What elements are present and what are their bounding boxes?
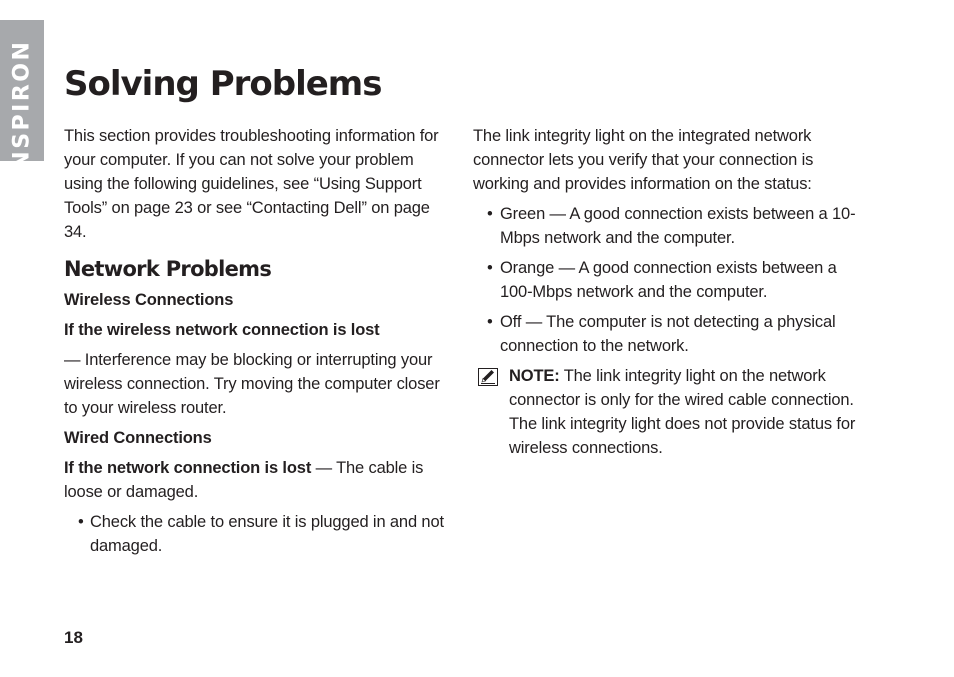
wireless-heading: Wireless Connections (64, 291, 234, 309)
bullet-dot: • (487, 205, 493, 223)
list-item (64, 510, 444, 558)
list-item (473, 310, 868, 358)
note-block (473, 364, 868, 460)
note-pencil-icon (478, 368, 498, 386)
bullet-text: Green — A good connection exists between a 10-Mbps network and the computer. (500, 205, 856, 247)
intro-paragraph: This section provides troubleshooting information for your computer. If you can not solve your problem using the following guidelines, see “Using Support Tools” on page 23 or see “Contacting Dell” on page 34. (64, 127, 439, 241)
page-number: 18 (64, 628, 83, 647)
list-item (473, 256, 868, 304)
bullet-dot: • (487, 313, 493, 331)
right-column (473, 124, 868, 460)
note-text: The link integrity light on the network connector is only for the wired cable connection. The link integrity light does not provide status for wireless connections. (509, 367, 856, 457)
bullet-text: Off — The computer is not detecting a physical connection to the network. (500, 313, 836, 355)
brand-label: INSPIRON (9, 39, 35, 181)
wired-issue-paragraph (64, 456, 444, 504)
note-label: NOTE: (509, 367, 560, 385)
bullet-text: Orange — A good connection exists between a 100-Mbps network and the computer. (500, 259, 837, 301)
wired-heading: Wired Connections (64, 429, 212, 447)
bullet-text: Check the cable to ensure it is plugged in and not damaged. (90, 513, 444, 555)
bullet-dot: • (78, 513, 84, 531)
wireless-fix: — Interference may be blocking or interrupting your wireless connection. Try moving the computer closer to your wireless router. (64, 351, 440, 417)
section-heading: Network Problems (64, 257, 272, 281)
link-light-intro: The link integrity light on the integrated network connector lets you verify that your connection is working and provides information on the status: (473, 127, 814, 193)
wired-issue-desc: — The cable is loose or damaged. (64, 459, 424, 501)
wired-issue: If the network connection is lost (64, 459, 312, 477)
wireless-issue: If the wireless network connection is lost (64, 321, 380, 339)
page-title: Solving Problems (64, 64, 382, 104)
list-item (473, 202, 868, 250)
left-column (64, 124, 444, 564)
side-tab (0, 20, 44, 181)
bullet-dot: • (487, 259, 493, 277)
